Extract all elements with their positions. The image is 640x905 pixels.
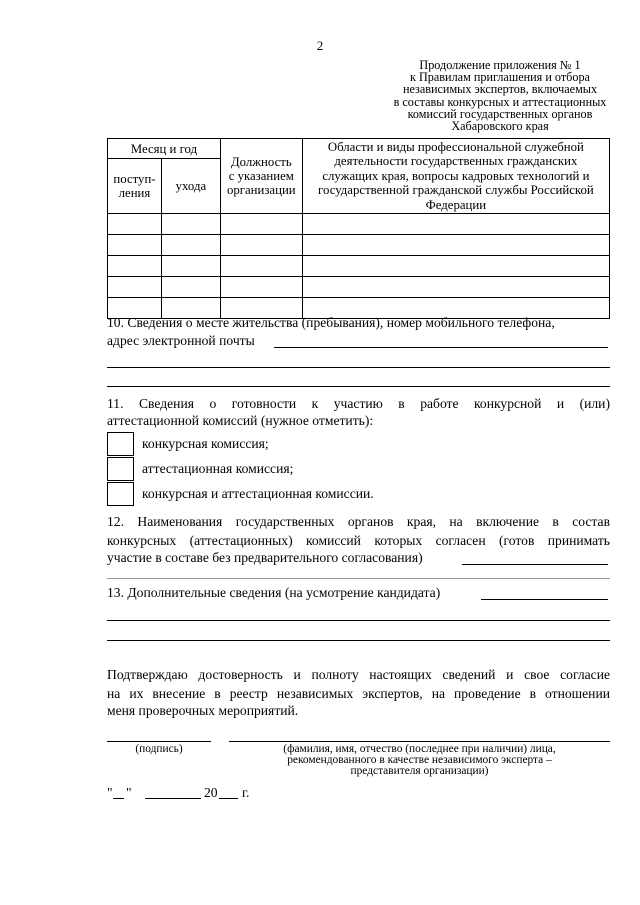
table-cell[interactable] <box>161 214 220 235</box>
section-12-line3: участие в составе без предварительного согласования) <box>107 550 423 565</box>
residence-field-line[interactable] <box>107 386 610 387</box>
appendix-line: Продолжение приложения № 1 <box>419 58 581 72</box>
appendix-line: Хабаровского края <box>451 119 549 134</box>
name-field[interactable] <box>229 741 610 742</box>
header-month-year: Месяц и год <box>108 139 221 159</box>
confirmation-line1: Подтверждаю достоверность и полноту настоящих сведений и свое согласие <box>107 667 610 682</box>
date-year-field[interactable] <box>219 798 238 799</box>
table-cell[interactable] <box>220 214 302 235</box>
agencies-field-line[interactable] <box>107 578 610 579</box>
table-row <box>108 256 610 277</box>
table-cell[interactable] <box>302 256 609 277</box>
name-caption-line: рекомендованного в качестве независимого эксперта – <box>287 754 552 766</box>
date-year-suffix: г. <box>242 785 250 800</box>
date-day-field[interactable] <box>113 798 124 799</box>
table-cell[interactable] <box>161 235 220 256</box>
option-competition-commission: конкурсная комиссия; <box>142 436 269 451</box>
experience-table <box>107 138 610 319</box>
residence-field-line[interactable] <box>107 367 610 368</box>
additional-info-line[interactable] <box>107 620 610 621</box>
confirmation-line2: на их внесение в реестр независимых экспертов, на проведение в отношении <box>107 686 610 701</box>
section-13-line1: 13. Дополнительные сведения (на усмотрение кандидата) <box>107 585 441 600</box>
page-number: 2 <box>316 38 324 53</box>
appendix-line: в составы конкурсных и аттестационных <box>393 94 607 109</box>
date-month-field[interactable] <box>145 798 201 799</box>
section-12-line1: 12. Наименования государственных органов края, на включение в состав <box>107 514 610 529</box>
table-cell[interactable] <box>108 277 162 298</box>
section-12-line2: конкурсных (аттестационных) комиссий которых согласен (готов принимать <box>107 533 610 548</box>
checkbox-attestation-commission[interactable] <box>107 457 134 481</box>
table-row <box>108 235 610 256</box>
table-cell[interactable] <box>161 256 220 277</box>
section-11-line1: 11. Сведения о готовности к участию в работе конкурсной и (или) <box>107 396 610 411</box>
additional-info-line[interactable] <box>107 640 610 641</box>
date-quote-close: " <box>126 785 132 800</box>
appendix-line: независимых экспертов, включаемых <box>402 82 598 97</box>
section-10-line1: 10. Сведения о месте жительства (пребывания), номер мобильного телефона, <box>107 315 555 330</box>
table-cell[interactable] <box>302 214 609 235</box>
table-cell[interactable] <box>302 277 609 298</box>
name-caption <box>229 744 610 777</box>
date-quote-open: " <box>107 785 113 800</box>
table-row <box>108 277 610 298</box>
checkbox-competition-commission[interactable] <box>107 432 134 456</box>
option-both-commissions: конкурсная и аттестационная комиссии. <box>142 486 374 501</box>
table-cell[interactable] <box>220 256 302 277</box>
residence-field[interactable] <box>274 347 608 348</box>
appendix-line: комиссий государственных органов <box>407 106 593 121</box>
table-cell[interactable] <box>220 235 302 256</box>
name-caption-line: представителя организации) <box>350 765 489 777</box>
option-attestation-commission: аттестационная комиссия; <box>142 461 294 476</box>
name-caption-line: (фамилия, имя, отчество (последнее при наличии) лица, <box>283 743 556 755</box>
table-cell[interactable] <box>108 214 162 235</box>
additional-info-field[interactable] <box>481 599 608 600</box>
checkbox-both-commissions[interactable] <box>107 482 134 506</box>
table-cell[interactable] <box>161 277 220 298</box>
table-cell[interactable] <box>302 235 609 256</box>
header-areas: Области и виды профессиональной служебной деятельности государственных гражданских служащих края, вопросы кадровых технологий и государственной гражданской службы Российской Федерации <box>302 139 609 214</box>
table-row <box>108 214 610 235</box>
confirmation-line3: меня проверочных мероприятий. <box>107 703 299 718</box>
section-11-line2: аттестационной комиссий (нужное отметить): <box>107 413 374 428</box>
appendix-header <box>365 59 635 132</box>
agencies-field[interactable] <box>462 564 608 565</box>
table-cell[interactable] <box>108 235 162 256</box>
table-cell[interactable] <box>108 256 162 277</box>
header-leave: ухода <box>161 159 220 214</box>
appendix-line: к Правилам приглашения и отбора <box>410 70 590 85</box>
date-year-prefix: 20 <box>204 785 218 800</box>
section-10-line2: адрес электронной почты <box>107 333 255 348</box>
header-position: Должность с указанием организации <box>220 139 302 214</box>
header-entry: поступ- ления <box>108 159 162 214</box>
signature-field[interactable] <box>107 741 211 742</box>
date-line <box>107 785 307 804</box>
table-cell[interactable] <box>220 277 302 298</box>
signature-caption: (подпись) <box>135 743 183 755</box>
